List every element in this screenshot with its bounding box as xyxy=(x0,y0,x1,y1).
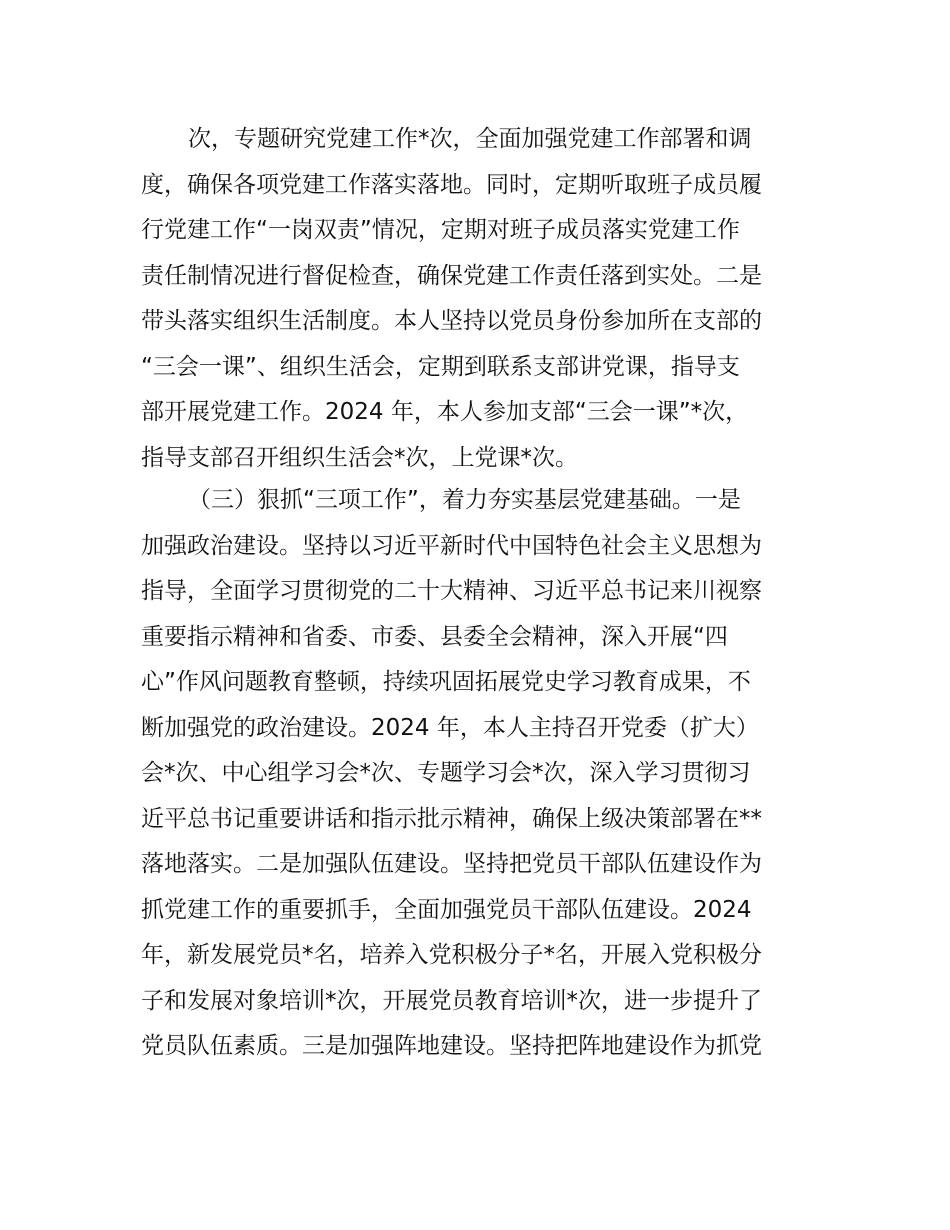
paragraph-line: “三会一课”、组织生活会，定期到联系支部讲党课，指导支 xyxy=(141,353,740,380)
paragraph-line: 子和发展对象培训*次，开展党员教育培训*次，进一步提升了 xyxy=(141,987,762,1014)
paragraph-line: 部开展党建工作。2024 年，本人参加支部“三会一课”*次， xyxy=(141,399,749,425)
paragraph-line: 近平总书记重要讲话和指示批示精神，确保上级决策部署在** xyxy=(141,805,762,832)
paragraph-line: 心”作风问题教育整顿，持续巩固拓展党史学习教育成果，不 xyxy=(141,669,751,695)
paragraph-line: 年，新发展党员*名，培养入党积极分子*名，开展入党积极分 xyxy=(141,942,762,968)
paragraph-line: 责任制情况进行督促检查，确保党建工作责任落到实处。二是 xyxy=(141,262,762,289)
paragraph-2 xyxy=(141,478,813,1070)
paragraph-line: 度，确保各项党建工作落实落地。同时，定期听取班子成员履 xyxy=(141,171,762,198)
paragraph-line: 断加强党的政治建设。2024 年，本人主持召开党委（扩大） xyxy=(141,714,759,741)
paragraph-line: 次，专题研究党建工作*次，全面加强党建工作部署和调 xyxy=(188,126,752,152)
paragraph-line: 指导，全面学习贯彻党的二十大精神、习近平总书记来川视察 xyxy=(141,578,762,604)
paragraph-line: 会*次、中心组学习会*次、专题学习会*次，深入学习贯彻习 xyxy=(141,760,751,786)
paragraph-line: 带头落实组织生活制度。本人坚持以党员身份参加所在支部的 xyxy=(141,308,762,334)
paragraph-line: 落地落实。二是加强队伍建设。坚持把党员干部队伍建设作为 xyxy=(141,851,762,877)
paragraph-line: 加强政治建设。坚持以习近平新时代中国特色社会主义思想为 xyxy=(141,532,762,559)
paragraph-line: 抓党建工作的重要抓手，全面加强党员干部队伍建设。2024 xyxy=(141,896,752,923)
paragraph-line: 指导支部召开组织生活会*次，上党课*次。 xyxy=(141,444,578,471)
paragraph-line: 重要指示精神和省委、市委、县委全会精神，深入开展“四 xyxy=(141,623,728,650)
paragraph-line: 党员队伍素质。三是加强阵地建设。坚持把阵地建设作为抓党 xyxy=(141,1033,762,1059)
paragraph-line: （三）狠抓“三项工作”，着力夯实基层党建基础。一是 xyxy=(188,487,741,513)
paragraph-1 xyxy=(141,117,813,481)
paragraph-line: 行党建工作“一岗双责”情况，定期对班子成员落实党建工作 xyxy=(141,217,740,243)
